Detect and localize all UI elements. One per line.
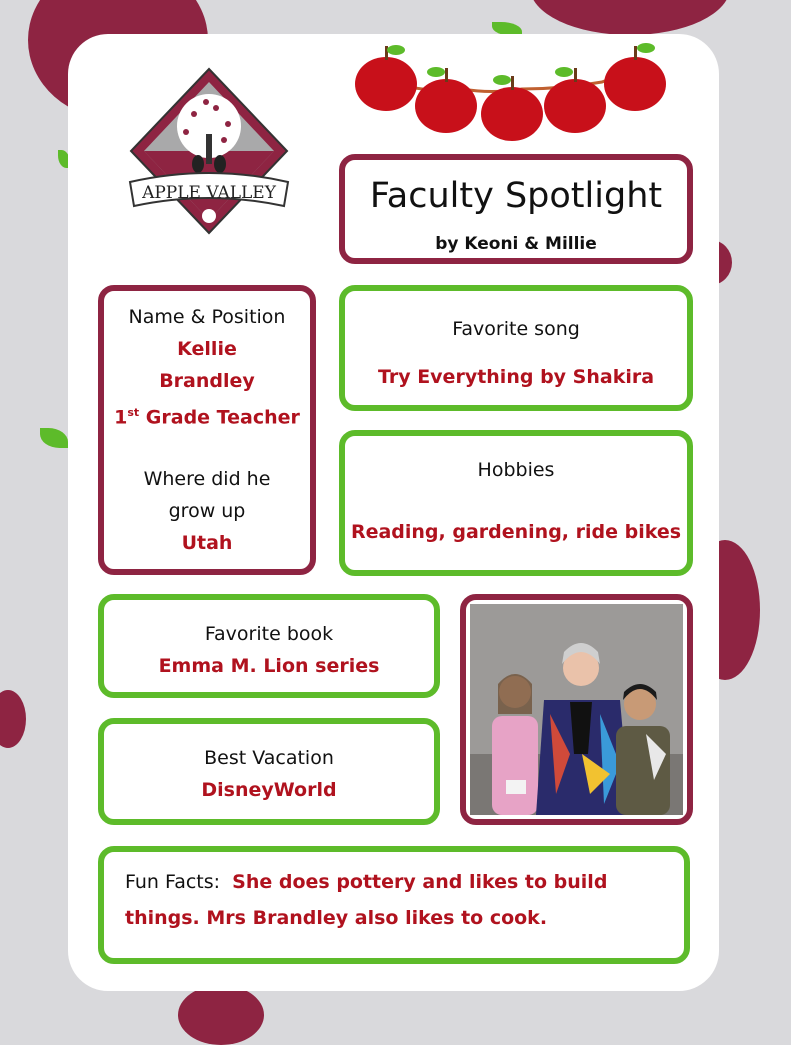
hobbies-value: Reading, gardening, ride bikes: [350, 521, 682, 543]
apple-icon: [355, 45, 417, 111]
favorite-book-value: Emma M. Lion series: [158, 655, 380, 677]
apple-icon: [604, 43, 666, 111]
best-vacation-label: Best Vacation: [204, 747, 334, 769]
hobbies-box: [339, 430, 693, 576]
grow-up-value: Utah: [181, 532, 233, 555]
svg-text:APPLE VALLEY: APPLE VALLEY: [142, 183, 276, 203]
favorite-book-label: Favorite book: [204, 623, 334, 645]
fun-facts-line1: [125, 864, 684, 900]
page-title: Faculty Spotlight: [369, 176, 663, 216]
fun-facts-label: Fun Facts:: [125, 871, 221, 893]
photo-frame: [460, 594, 693, 825]
favorite-song-box: [339, 285, 693, 411]
bg-leaf: [40, 428, 68, 448]
name-position-box: [98, 285, 316, 575]
apple-icon: [544, 67, 606, 133]
spotlight-card: [68, 34, 719, 991]
apple-icon: [415, 67, 477, 133]
title-box: [339, 154, 693, 264]
best-vacation-value: DisneyWorld: [201, 779, 337, 801]
favorite-song-label: Favorite song: [452, 318, 580, 340]
bg-apple-blob: [0, 690, 26, 748]
best-vacation-box: [98, 718, 440, 825]
bg-apple-blob: [530, 0, 730, 35]
apple-valley-logo: [124, 64, 294, 239]
grow-up-label-line1: Where did he: [143, 468, 271, 491]
favorite-song-value: Try Everything by Shakira: [377, 366, 655, 388]
fun-facts-value-line2: things. Mrs Brandley also likes to cook.: [125, 907, 548, 929]
bg-apple-blob: [178, 985, 264, 1045]
last-name: Brandley: [159, 370, 255, 392]
first-name: Kellie: [177, 338, 237, 360]
favorite-book-box: [98, 594, 440, 698]
apple-garland: [352, 34, 672, 144]
fun-facts-value-line1: She does pottery and likes to build: [232, 871, 608, 893]
grow-up-label-line2: grow up: [168, 500, 246, 523]
position-title: 1st Grade Teacher: [114, 406, 300, 429]
teacher-students-photo: [470, 604, 683, 815]
hobbies-label: Hobbies: [477, 459, 555, 481]
name-position-label: Name & Position: [128, 306, 286, 328]
apple-icon: [481, 75, 543, 141]
byline: by Keoni & Millie: [435, 234, 597, 254]
fun-facts-box: [98, 846, 690, 964]
